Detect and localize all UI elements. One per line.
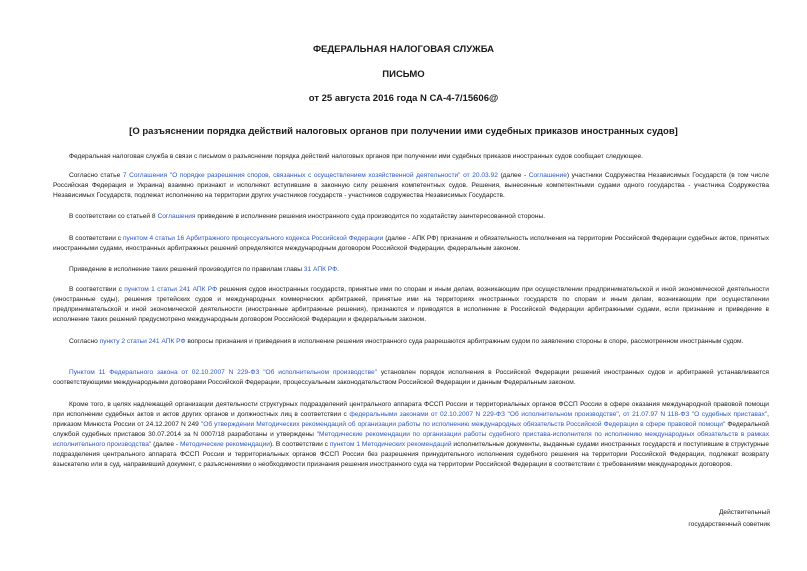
apk-article-241-p2-link[interactable]: пункту 2 статьи 241 АПК РФ [99, 338, 186, 345]
federal-law-229-link[interactable]: Пунктом 11 Федерального закона от 02.10.2007 N 229-ФЗ "Об исполнительном производстве" [69, 369, 378, 376]
paragraph-text: В соответствии со статьей 8 [69, 213, 158, 220]
paragraph-6 [53, 285, 769, 325]
document-type: ПИСЬМО [382, 69, 425, 80]
apk-chapter-31-link[interactable]: 31 АПК РФ [303, 266, 338, 273]
paragraph-text: Согласно статье [69, 172, 123, 179]
date-number: от 25 августа 2016 года N СА-4-7/15606@ [308, 93, 499, 104]
paragraph-text: В соответствии с [69, 235, 123, 242]
paragraph-text: исполнительные документы, выданные судами иностранных государств и поступившие в структурные подразделения центрального аппарата ФССП России и территориальных органов ФССП России без разрешения принудительного исполнения судебного решения на территории Российской Федерации, подлежат возврату взыскателю или в суд, направивший документ, с разъяснениями о необходимости признания решения иностранного суда на территории Российской Федерации в соответствии с требованиями международных договоров. [53, 441, 769, 468]
paragraph-1 [53, 152, 769, 162]
paragraph-text: Федеральная налоговая служба в связи с письмом о разъяснении порядка действий налоговых органов при получении ими судебных приказов иностранных судов сообщает следующее. [69, 153, 643, 160]
paragraph-text: ). В соответствии с [269, 441, 330, 448]
paragraph-text: Кроме того, в целях надлежащей организации деятельности структурных подразделений центрального аппарата ФССП России и территориальных органов ФССП России в сфере оказания международной правовой помощи при исполнении судебных актов и актов других органов и должностных лиц в соответствии с [53, 401, 769, 418]
recommendations-point-1-link[interactable]: пунктом 1 Методических рекомендаций [329, 441, 452, 448]
paragraph-text: , приказом Минюста России от 24.12.2007 N 249 [53, 411, 770, 428]
paragraph-9 [53, 400, 769, 470]
paragraph-text: В соответствии с [69, 286, 125, 293]
methodical-recommendations-link[interactable]: Методические рекомендации [179, 441, 270, 448]
apk-article-16-link[interactable]: пунктом 4 статьи 16 Арбитражного процессуального кодекса Российской Федерации [122, 235, 384, 242]
federal-law-118-link[interactable]: от 21.07.97 N 118-ФЗ "О судебных приставах" [623, 411, 768, 418]
agency-title: ФЕДЕРАЛЬНАЯ НАЛОГОВАЯ СЛУЖБА [312, 44, 495, 55]
paragraph-text: (далее - АПК РФ) признание и обязательность исполнения на территории Российской Федерации судебных актов, принятых иностранными судами, иностранных арбитражных решений определяются международным договором Российской Федерации, федеральным законом. [53, 235, 769, 252]
document-subject: [О разъяснении порядка действий налоговых органов при получении ими судебных приказов иностранных судов] [129, 126, 678, 137]
apk-article-241-p1-link[interactable]: пунктом 1 статьи 241 АПК РФ [124, 286, 218, 293]
paragraph-text: . [337, 266, 339, 273]
paragraph-text: приведение в исполнение решения иностранного суда производится по ходатайству заинтересованной стороны. [195, 213, 546, 220]
signature-title-line-1: Действительный [718, 509, 770, 516]
paragraph-text: Федеральной службой судебных приставов 30.07.2014 за N 0007/18 разработаны и утверждены [53, 421, 769, 438]
federal-laws-229-link[interactable]: федеральными законами от 02.10.2007 N 229-ФЗ "Об исполнительном производстве" [349, 411, 619, 418]
paragraph-text: решения судов иностранных государств, принятые ими по спорам и иным делам, возникающим при осуществлении предпринимательской и иной экономической деятельности (иностранные суды), решения третейских судов и международных коммерческих арбитражей, принятые ими на территориях иностранных государств по спорам и иным делам, возникающим при осуществлении предпринимательской и иной экономической деятельности (иностранные арбитражные решения), признаются и приводятся в исполнение в Российской Федерации арбитражными судами, если признание и приведение в исполнение таких решений предусмотрено международным договором Российской Федерации и федеральным законом. [53, 286, 769, 323]
paragraph-2 [53, 171, 769, 201]
signature-title-line-2: государственный советник [688, 521, 770, 528]
paragraph-7 [53, 337, 769, 347]
agreement-link[interactable]: Соглашения [157, 213, 196, 220]
paragraph-text: (далее - [151, 441, 180, 448]
paragraph-text: вопросы признания и приведения в исполнение решения иностранного суда разрешаются арбитражным судом по заявлению стороны в споре, рассмотренном иностранным судом. [185, 338, 744, 345]
paragraph-text: Приведение в исполнение таких решений производится по правилам главы [69, 266, 304, 273]
paragraph-text: ) участники Содружества Независимых Государств (в том числе Российская Федерация и Украина) взаимно признают и исполняют вступившие в законную силу решения компетентных судов. Решения, вынесенные компетентными судами одного государства - участника Содружества Независимых Государств, подлежат исполнению на территории других участников государств - участников содружества Независимых Государств. [53, 172, 769, 199]
paragraph-text: Согласно [69, 338, 100, 345]
paragraph-text: , [618, 411, 624, 418]
paragraph-5 [53, 265, 769, 275]
paragraph-text: установлен порядок исполнения в Российской Федерации решений иностранных судов и арбитражей устанавливается соответствующими международными договорами Российской Федерации, процессуальным законодательством Российской Федерации и данным Федеральным законом. [53, 369, 769, 386]
paragraph-3 [53, 212, 769, 222]
paragraph-4 [53, 234, 769, 254]
agreement-article-7-link[interactable]: 7 Соглашения "О порядке разрешения споров, связанных с осуществлением хозяйственной деятельности" от 20.03.92 [122, 172, 498, 179]
methodical-recommendations-order-link[interactable]: "Об утверждении Методических рекомендаций об организации работы по исполнению международных обязательств Российской Федерации в сфере правовой помощи" [200, 421, 726, 428]
paragraph-text: (далее - [497, 172, 529, 179]
paragraph-8 [53, 368, 769, 388]
agreement-link[interactable]: Соглашение [528, 172, 567, 179]
bailiff-recommendations-link[interactable]: "Методические рекомендации по организации работы судебного пристава-исполнителя по исполнению международных обязательств в рамках исполнительного производства" [53, 431, 770, 448]
